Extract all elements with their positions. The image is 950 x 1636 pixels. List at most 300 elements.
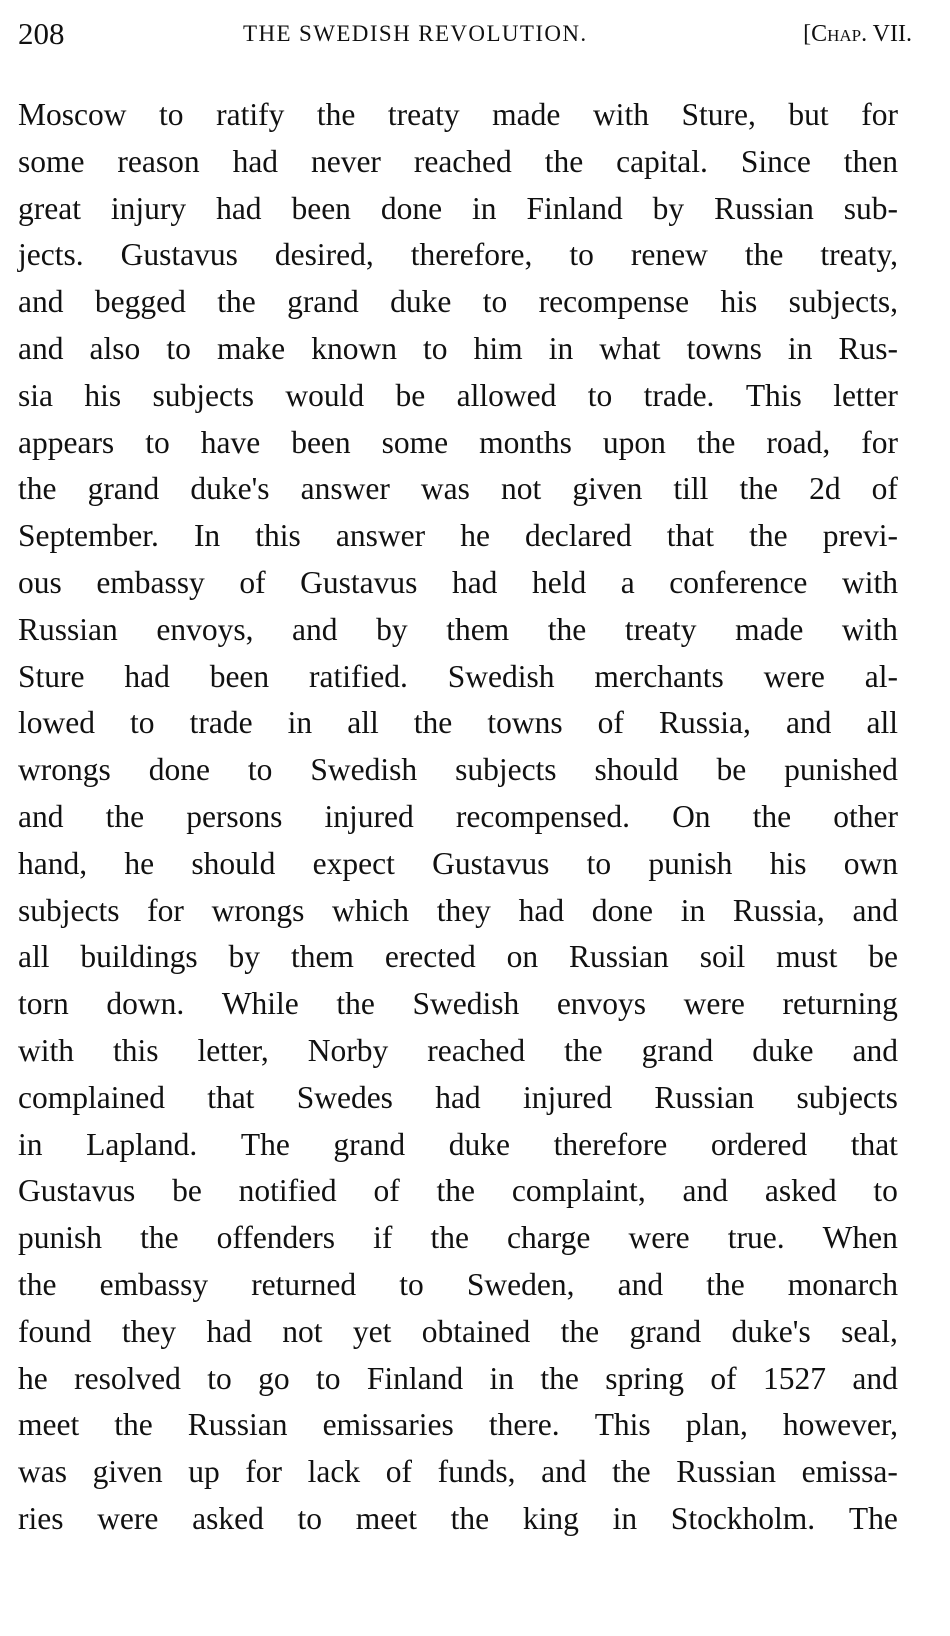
word: go	[258, 1360, 290, 1396]
word: Since	[740, 143, 811, 179]
word: Russian	[654, 1079, 755, 1115]
word: that	[666, 518, 715, 554]
word: therefore,	[410, 237, 533, 273]
word: September.	[18, 518, 159, 554]
word: never	[310, 143, 381, 179]
word: duke's	[190, 471, 270, 507]
word: embassy	[99, 1266, 209, 1302]
word: that	[207, 1079, 255, 1115]
word: had	[435, 1079, 481, 1115]
text-line	[18, 279, 898, 326]
word: charge	[507, 1220, 591, 1256]
word: to	[586, 845, 612, 881]
word: the	[564, 1032, 603, 1068]
word: begged	[94, 284, 186, 320]
word: with	[841, 611, 898, 647]
word: to	[130, 705, 155, 741]
word: his	[769, 845, 807, 881]
word: to	[145, 424, 170, 460]
word: for	[245, 1454, 283, 1490]
word: Gustavus	[120, 237, 238, 273]
word: own	[843, 845, 898, 881]
word: grand	[333, 1126, 406, 1162]
word: great	[18, 190, 81, 226]
word: letter,	[197, 1032, 269, 1068]
word: treaty	[624, 611, 697, 647]
word: this	[255, 518, 301, 554]
word: the	[749, 518, 788, 554]
word: and	[18, 798, 64, 834]
word: Swedish	[447, 658, 555, 694]
word: subjects	[455, 752, 557, 788]
word: While	[221, 986, 299, 1022]
word: in	[489, 1360, 515, 1396]
word: be	[716, 752, 747, 788]
text-line	[18, 654, 898, 701]
word: of	[871, 471, 898, 507]
word: till	[673, 471, 709, 507]
word: must	[776, 939, 838, 975]
text-line	[18, 1356, 898, 1403]
text-line	[18, 560, 898, 607]
word: and	[18, 284, 64, 320]
word: the	[706, 1266, 745, 1302]
word: the	[430, 1220, 469, 1256]
word: plan,	[685, 1407, 748, 1443]
word: meet	[18, 1407, 80, 1443]
word: capital.	[616, 143, 708, 179]
word: the	[105, 798, 145, 834]
word: emissa-	[801, 1454, 898, 1490]
word: the	[18, 1266, 57, 1302]
word: Finland	[366, 1360, 464, 1396]
word: with	[592, 97, 649, 132]
word: Sture	[18, 658, 85, 694]
text-line	[18, 186, 898, 233]
word: they	[436, 892, 491, 928]
word: the	[612, 1454, 651, 1490]
word: to	[207, 1360, 232, 1396]
word: Sture,	[681, 97, 756, 132]
word: Stockholm.	[670, 1500, 816, 1536]
text-line	[18, 466, 898, 513]
word: funds,	[437, 1454, 516, 1490]
word: letter	[833, 377, 898, 413]
word: embassy	[96, 564, 205, 600]
text-line	[18, 373, 898, 420]
word: upon	[602, 424, 666, 460]
word: by	[228, 939, 261, 975]
word: treaty,	[820, 237, 898, 273]
word: had	[451, 564, 498, 600]
word: declared	[525, 518, 632, 554]
word: On	[672, 798, 711, 834]
word: spring	[605, 1360, 684, 1396]
word: done	[591, 892, 654, 928]
word: the	[744, 237, 784, 273]
word: injured	[324, 798, 414, 834]
word: been	[291, 190, 351, 226]
word: injury	[110, 190, 187, 226]
word: they	[121, 1313, 177, 1349]
word: that	[850, 1126, 898, 1162]
word: he	[18, 1360, 48, 1396]
word: yet	[352, 1313, 392, 1349]
word: down.	[106, 986, 185, 1022]
text-line	[18, 1402, 898, 1449]
word: ratify	[216, 97, 285, 132]
word: The	[240, 1126, 290, 1162]
word: the	[316, 97, 356, 132]
word: to	[569, 237, 594, 273]
word: buildings	[80, 939, 198, 975]
word: given	[572, 471, 643, 507]
word: asked	[192, 1500, 264, 1536]
word: this	[112, 1032, 159, 1068]
word: treaty	[387, 97, 460, 132]
word: months	[479, 424, 572, 460]
word: trade.	[643, 377, 715, 413]
word: and	[852, 1032, 898, 1068]
word: ordered	[710, 1126, 808, 1162]
word: had	[232, 143, 279, 179]
word: punish	[18, 1220, 103, 1256]
word: duke's	[731, 1313, 811, 1349]
word: al-	[864, 658, 898, 694]
word: then	[843, 143, 898, 179]
word: other	[833, 798, 898, 834]
word: his	[720, 284, 758, 320]
word: in	[680, 892, 706, 928]
word: up	[188, 1454, 220, 1490]
word: in	[787, 330, 813, 366]
text-line	[18, 1309, 898, 1356]
word: would	[285, 377, 365, 413]
word: and	[852, 1360, 898, 1396]
word: persons	[186, 798, 283, 834]
word: to	[399, 1266, 424, 1302]
word: Sweden,	[466, 1266, 575, 1302]
body-text	[18, 92, 898, 1543]
word: all	[347, 705, 379, 741]
word: trade	[189, 705, 253, 741]
word: previ-	[822, 518, 898, 554]
word: held	[531, 564, 587, 600]
word: ries	[18, 1500, 64, 1536]
word: been	[291, 424, 351, 460]
word: 2d	[809, 471, 841, 507]
word: Russian	[569, 939, 669, 975]
word: for	[861, 97, 898, 132]
word: and	[541, 1454, 587, 1490]
word: for	[861, 424, 898, 460]
word: all	[18, 939, 50, 975]
word: injured	[522, 1079, 613, 1115]
word: notified	[238, 1173, 337, 1209]
text-line	[18, 1215, 898, 1262]
word: answer	[300, 471, 390, 507]
word: should	[191, 845, 276, 881]
word: his	[84, 377, 122, 413]
word: towns	[686, 330, 762, 366]
word: on	[506, 939, 539, 975]
word: Russian	[18, 611, 118, 647]
word: not	[282, 1313, 323, 1349]
text-line	[18, 607, 898, 654]
word: recompensed.	[455, 798, 630, 834]
word: the	[413, 705, 453, 741]
word: Rus-	[838, 330, 898, 366]
word: should	[594, 752, 679, 788]
word: recompense	[538, 284, 690, 320]
chapter-reference: [Chap. VII.	[803, 21, 912, 47]
word: When	[822, 1220, 898, 1256]
text-line	[18, 1496, 898, 1543]
word: lowed	[18, 705, 95, 741]
word: returning	[782, 986, 898, 1022]
word: the	[696, 424, 736, 460]
word: and	[852, 892, 898, 928]
word: he	[460, 518, 490, 554]
word: been	[209, 658, 270, 694]
word: torn	[18, 986, 69, 1022]
word: Norby	[307, 1032, 389, 1068]
text-line	[18, 1449, 898, 1496]
word: with	[841, 564, 898, 600]
text-line	[18, 513, 898, 560]
word: monarch	[787, 1266, 898, 1302]
word: by	[652, 190, 685, 226]
word: merchants	[594, 658, 724, 694]
word: had	[124, 658, 170, 694]
word: had	[518, 892, 565, 928]
word: allowed	[456, 377, 557, 413]
word: him	[473, 330, 523, 366]
word: the	[450, 1500, 490, 1536]
word: not	[501, 471, 542, 507]
page-header	[18, 14, 912, 54]
word: Finland	[526, 190, 623, 226]
word: In	[193, 518, 221, 554]
word: hand,	[18, 845, 88, 881]
word: in	[548, 330, 574, 366]
word: be	[868, 939, 898, 975]
word: be	[172, 1173, 202, 1209]
word: known	[311, 330, 397, 366]
word: to	[873, 1173, 898, 1209]
word: done	[148, 752, 210, 788]
word: were	[683, 986, 745, 1022]
word: Gustavus	[432, 845, 550, 881]
word: to	[297, 1500, 323, 1536]
word: lack	[307, 1454, 361, 1490]
word: in	[472, 190, 497, 226]
text-line	[18, 1122, 898, 1169]
word: the	[336, 986, 375, 1022]
word: wrongs	[211, 892, 305, 928]
word: grand	[629, 1313, 702, 1349]
word: expect	[312, 845, 395, 881]
word: them	[290, 939, 354, 975]
word: duke	[448, 1126, 510, 1162]
word: was	[420, 471, 470, 507]
word: Gustavus	[300, 564, 418, 600]
word: ratified.	[309, 658, 408, 694]
word: the	[544, 143, 584, 179]
word: subjects,	[788, 284, 898, 320]
word: seal,	[841, 1313, 898, 1349]
word: had	[216, 190, 262, 226]
word: have	[200, 424, 261, 460]
word: grand	[87, 471, 160, 507]
word: Swedish	[310, 752, 418, 788]
word: the	[217, 284, 256, 320]
word: and	[785, 705, 832, 741]
word: punished	[784, 752, 898, 788]
word: appears	[18, 424, 115, 460]
text-line	[18, 794, 898, 841]
word: subjects	[18, 892, 120, 928]
word: erected	[384, 939, 476, 975]
word: punish	[648, 845, 733, 881]
word: of	[239, 564, 266, 600]
word: reason	[117, 143, 200, 179]
text-line	[18, 981, 898, 1028]
word: make	[216, 330, 286, 366]
word: the	[140, 1220, 179, 1256]
word: he	[124, 845, 155, 881]
word: which	[332, 892, 410, 928]
word: 1527	[763, 1360, 826, 1396]
word: them	[446, 611, 510, 647]
word: Russia,	[732, 892, 825, 928]
word: the	[547, 611, 587, 647]
word: found	[18, 1313, 92, 1349]
word: king	[522, 1500, 579, 1536]
word: duke	[390, 284, 452, 320]
word: to	[423, 330, 448, 366]
word: the	[540, 1360, 579, 1396]
word: were	[97, 1500, 159, 1536]
word: complaint,	[511, 1173, 646, 1209]
word: some	[18, 143, 85, 179]
word: resolved	[74, 1360, 181, 1396]
word: to	[587, 377, 613, 413]
word: the	[739, 471, 778, 507]
word: renew	[630, 237, 708, 273]
word: Gustavus	[18, 1173, 136, 1209]
word: and	[617, 1266, 664, 1302]
word: Russia,	[658, 705, 751, 741]
word: the	[436, 1173, 476, 1209]
text-line	[18, 700, 898, 747]
word: conference	[669, 564, 808, 600]
word: sub-	[843, 190, 898, 226]
word: jects.	[18, 237, 84, 273]
word: be	[395, 377, 426, 413]
word: envoys	[556, 986, 647, 1022]
word: reached	[427, 1032, 526, 1068]
word: were	[763, 658, 825, 694]
word: also	[89, 330, 141, 366]
word: reached	[413, 143, 512, 179]
word: for	[147, 892, 184, 928]
word: This	[594, 1407, 651, 1443]
word: ous	[18, 564, 62, 600]
word: the	[114, 1407, 153, 1443]
word: done	[380, 190, 443, 226]
word: and	[292, 611, 338, 647]
word: was	[18, 1454, 67, 1490]
word: soil	[699, 939, 746, 975]
word: and	[682, 1173, 729, 1209]
text-line	[18, 1168, 898, 1215]
word: subjects	[796, 1079, 898, 1115]
word: of	[597, 705, 624, 741]
word: but	[788, 97, 829, 132]
word: asked	[764, 1173, 837, 1209]
word: made	[735, 611, 804, 647]
word: some	[381, 424, 449, 460]
word: therefore	[553, 1126, 668, 1162]
word: true.	[727, 1220, 785, 1256]
word: to	[315, 1360, 341, 1396]
word: the	[560, 1313, 600, 1349]
word: complained	[18, 1079, 165, 1115]
word: offenders	[216, 1220, 336, 1256]
word: to	[247, 752, 273, 788]
word: obtained	[421, 1313, 531, 1349]
running-title: THE SWEDISH REVOLUTION.	[243, 21, 588, 46]
word: the	[752, 798, 792, 834]
word: and	[18, 330, 64, 366]
word: were	[628, 1220, 690, 1256]
word: with	[18, 1032, 75, 1068]
word: towns	[487, 705, 563, 741]
word: given	[92, 1454, 163, 1490]
word: road,	[766, 424, 831, 460]
word: duke	[752, 1032, 814, 1068]
word: in	[18, 1126, 43, 1162]
word: in	[287, 705, 313, 741]
text-line	[18, 888, 898, 935]
word: if	[373, 1220, 393, 1256]
word: This	[745, 377, 802, 413]
word: however,	[782, 1407, 898, 1443]
word: returned	[251, 1266, 357, 1302]
text-line	[18, 420, 898, 467]
word: there.	[488, 1407, 560, 1443]
text-line	[18, 1262, 898, 1309]
word: emissaries	[322, 1407, 454, 1443]
word: by	[376, 611, 408, 647]
word: to	[159, 97, 184, 132]
word: Swedish	[412, 986, 520, 1022]
word: Lapland.	[86, 1126, 198, 1162]
text-line	[18, 232, 898, 279]
word: made	[492, 97, 561, 132]
text-line	[18, 841, 898, 888]
word: wrongs	[18, 752, 111, 788]
word: had	[206, 1313, 252, 1349]
word: Russian	[676, 1454, 777, 1490]
text-line	[18, 934, 898, 981]
word: sia	[18, 377, 53, 413]
word: meet	[355, 1500, 417, 1536]
word: to	[166, 330, 191, 366]
word: envoys,	[156, 611, 254, 647]
text-line	[18, 326, 898, 373]
